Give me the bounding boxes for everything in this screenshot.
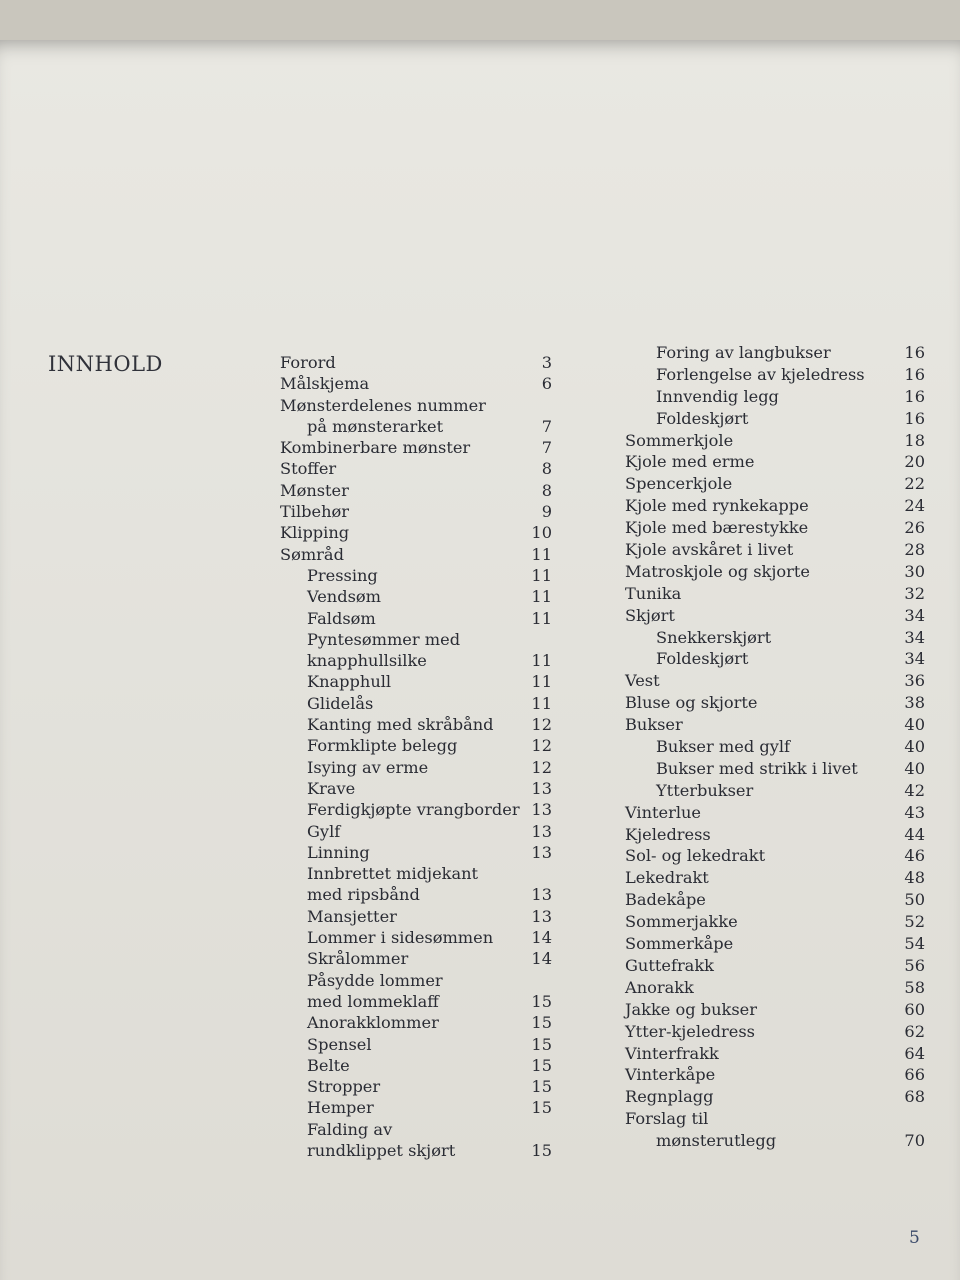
toc-entry-page: 13 (531, 906, 552, 926)
toc-entry-title: Kjole med erme (625, 452, 755, 472)
toc-entry (280, 650, 552, 671)
toc-entry-title: Mønsterdelenes nummer (280, 395, 486, 415)
toc-entry-page: 40 (904, 737, 925, 757)
toc-entry-title: Linning (307, 842, 370, 862)
toc-entry-page: 15 (531, 1140, 552, 1160)
toc-entry (280, 927, 552, 948)
toc-entry-page: 11 (531, 672, 552, 692)
toc-entry-page: 34 (904, 627, 925, 647)
toc-entry (625, 802, 925, 824)
toc-entry-title: Lekedrakt (625, 868, 709, 888)
toc-entry (625, 867, 925, 889)
toc-entry-title: Forord (280, 353, 336, 372)
toc-entry-title: Anorakklommer (307, 1013, 439, 1033)
toc-entry-title: Foldeskjørt (656, 649, 749, 669)
toc-entry-title: Foldeskjørt (656, 408, 749, 428)
toc-entry-page: 58 (904, 977, 925, 997)
toc-entry-title: Spensel (307, 1034, 372, 1054)
toc-entry-title: Kjole med bærestykke (625, 518, 809, 538)
toc-entry-page: 14 (531, 928, 552, 948)
toc-entry-page: 9 (541, 502, 552, 522)
toc-entry-page: 11 (531, 565, 552, 585)
toc-entry (280, 352, 552, 373)
toc-entry-title: Gylf (307, 821, 341, 841)
toc-entry-title: Kjole med rynkekappe (625, 496, 809, 516)
toc-entry (280, 1140, 552, 1161)
toc-entry-page: 6 (541, 374, 552, 394)
toc-entry-title: Faldsøm (307, 608, 376, 628)
toc-entry (625, 473, 925, 495)
page-number: 5 (909, 1228, 920, 1248)
toc-entry-page: 26 (904, 518, 925, 538)
toc-entry-page: 46 (904, 846, 925, 866)
toc-entry-title: Falding av (307, 1119, 393, 1139)
toc-entry-title: Spencerkjole (625, 474, 733, 494)
toc-entry-title: på mønsterarket (307, 416, 444, 436)
toc-entry-title: Matroskjole og skjorte (625, 561, 810, 581)
toc-entry (625, 495, 925, 517)
toc-entry (280, 480, 552, 501)
toc-entry-page: 43 (904, 802, 925, 822)
toc-entry-title: Foring av langbukser (656, 343, 831, 362)
toc-entry-title: Tilbehør (280, 502, 350, 522)
toc-entry-title: Snekkerskjørt (656, 627, 772, 647)
toc-entry-page: 68 (904, 1087, 925, 1107)
toc-entry-page: 36 (904, 671, 925, 691)
toc-entry-page: 54 (904, 934, 925, 954)
toc-entry (625, 451, 925, 473)
toc-entry-title: Mønster (280, 480, 349, 500)
toc-entry (625, 933, 925, 955)
toc-entry-page: 11 (531, 693, 552, 713)
toc-entry-title: Skjørt (625, 605, 675, 625)
toc-entry (280, 778, 552, 799)
toc-entry-page: 11 (531, 544, 552, 564)
toc-entry-page: 15 (531, 1034, 552, 1054)
toc-entry-title: Påsydde lommer (307, 970, 443, 990)
toc-entry (280, 714, 552, 735)
toc-entry (280, 1076, 552, 1097)
toc-entry (625, 999, 925, 1021)
toc-entry-title: Regnplagg (625, 1087, 714, 1107)
toc-entry-page: 18 (904, 430, 925, 450)
toc-entry (280, 395, 552, 416)
toc-entry (280, 629, 552, 650)
toc-entry (625, 889, 925, 911)
toc-entry-page: 30 (904, 561, 925, 581)
toc-entry-title: Kjole avskåret i livet (625, 540, 794, 560)
toc-entry-title: Klipping (280, 523, 350, 543)
toc-entry (625, 430, 925, 452)
toc-entry (625, 386, 925, 408)
toc-entry-page: 66 (904, 1065, 925, 1085)
toc-entry-title: Bukser med strikk i livet (656, 758, 858, 778)
toc-entry-page: 15 (531, 1055, 552, 1075)
toc-entry (625, 583, 925, 605)
toc-entry (625, 1086, 925, 1108)
toc-entry-title: Pyntesømmer med (307, 629, 461, 649)
toc-entry-page: 16 (904, 364, 925, 384)
toc-entry-page: 16 (904, 408, 925, 428)
toc-entry (625, 648, 925, 670)
toc-entry (625, 670, 925, 692)
toc-entry (280, 522, 552, 543)
toc-entry (625, 1064, 925, 1086)
toc-entry-title: Guttefrakk (625, 955, 714, 975)
toc-entry (625, 408, 925, 430)
toc-entry-title: Sol- og lekedrakt (625, 846, 766, 866)
toc-entry-page: 3 (541, 353, 552, 372)
toc-entry-title: Tunika (625, 583, 682, 603)
toc-entry-title: Ytterbukser (656, 780, 754, 800)
toc-entry (625, 539, 925, 561)
toc-entry-page: 34 (904, 649, 925, 669)
toc-entry-title: Anorakk (625, 977, 694, 997)
toc-entry-page: 13 (531, 821, 552, 841)
toc-entry-page: 70 (904, 1131, 925, 1151)
toc-entry-page: 60 (904, 999, 925, 1019)
toc-entry (280, 1012, 552, 1033)
toc-entry (625, 1043, 925, 1065)
toc-entry-title: Sommerjakke (625, 912, 738, 932)
toc-entry-page: 12 (531, 736, 552, 756)
toc-entry (280, 1034, 552, 1055)
toc-entry-page: 48 (904, 868, 925, 888)
toc-entry (280, 906, 552, 927)
toc-entry-page: 38 (904, 693, 925, 713)
toc-entry-page: 12 (531, 715, 552, 735)
toc-entry-page: 11 (531, 651, 552, 671)
toc-entry-page: 12 (531, 757, 552, 777)
toc-entry (280, 586, 552, 607)
toc-entry (625, 758, 925, 780)
toc-entry-page: 20 (904, 452, 925, 472)
toc-entry (280, 671, 552, 692)
toc-entry-page: 40 (904, 758, 925, 778)
toc-entry (280, 991, 552, 1012)
toc-entry-title: Vinterfrakk (625, 1043, 719, 1063)
toc-entry-page: 50 (904, 890, 925, 910)
toc-entry-page: 8 (541, 459, 552, 479)
toc-entry-title: Innbrettet midjekant (307, 864, 479, 884)
toc-entry (280, 799, 552, 820)
toc-entry-title: Bukser med gylf (656, 737, 791, 757)
toc-entry-title: Forslag til (625, 1109, 709, 1129)
toc-entry-page: 44 (904, 824, 925, 844)
toc-entry (280, 1097, 552, 1118)
toc-entry (280, 437, 552, 458)
toc-entry-title: med lommeklaff (307, 991, 439, 1011)
toc-entry-title: Forlengelse av kjeledress (656, 364, 865, 384)
toc-entry (625, 364, 925, 386)
toc-entry (280, 373, 552, 394)
toc-entry (625, 977, 925, 999)
toc-entry-title: Vinterlue (625, 802, 702, 822)
toc-entry (625, 1021, 925, 1043)
toc-entry (280, 757, 552, 778)
toc-right-column (625, 342, 925, 1152)
toc-entry-page: 7 (541, 416, 552, 436)
toc-entry-title: Sømråd (280, 544, 344, 564)
toc-entry (625, 845, 925, 867)
toc-entry-page: 52 (904, 912, 925, 932)
toc-entry-page: 64 (904, 1043, 925, 1063)
toc-entry-page: 34 (904, 605, 925, 625)
toc-entry-page: 15 (531, 1098, 552, 1118)
toc-entry-page: 22 (904, 474, 925, 494)
toc-entry-title: Skrålommer (307, 949, 409, 969)
toc-entry (280, 735, 552, 756)
toc-entry (625, 1130, 925, 1152)
toc-entry (280, 608, 552, 629)
toc-entry-title: Målskjema (280, 374, 370, 394)
toc-entry-title: Pressing (307, 565, 378, 585)
toc-entry-page: 7 (541, 438, 552, 458)
toc-entry (280, 821, 552, 842)
toc-entry (625, 627, 925, 649)
toc-entry-title: Ytter-kjeledress (625, 1021, 755, 1041)
toc-entry-title: Hemper (307, 1098, 374, 1118)
toc-entry-title: Mansjetter (307, 906, 397, 926)
toc-entry-title: Krave (307, 778, 356, 798)
toc-entry-page: 13 (531, 778, 552, 798)
toc-entry (625, 911, 925, 933)
toc-entry-page: 16 (904, 343, 925, 362)
toc-entry-title: Jakke og bukser (625, 999, 757, 1019)
toc-entry-page: 11 (531, 608, 552, 628)
toc-entry (280, 565, 552, 586)
toc-left-column (280, 352, 552, 1161)
toc-entry (625, 605, 925, 627)
toc-entry-title: Bluse og skjorte (625, 693, 758, 713)
toc-entry-page: 15 (531, 991, 552, 1011)
toc-entry (280, 884, 552, 905)
toc-entry (625, 342, 925, 364)
toc-entry (625, 561, 925, 583)
toc-entry-page: 10 (531, 523, 552, 543)
toc-entry-page: 32 (904, 583, 925, 603)
toc-entry (280, 416, 552, 437)
toc-entry-title: Lommer i sidesømmen (307, 928, 494, 948)
toc-entry (280, 863, 552, 884)
toc-entry-title: rundklippet skjørt (307, 1140, 456, 1160)
toc-entry (625, 824, 925, 846)
toc-entry-title: Sommerkåpe (625, 934, 734, 954)
book-page (0, 40, 960, 1280)
toc-entry-page: 13 (531, 885, 552, 905)
toc-entry-page: 16 (904, 386, 925, 406)
toc-entry (280, 842, 552, 863)
toc-entry (280, 970, 552, 991)
toc-entry-page: 28 (904, 540, 925, 560)
toc-entry-title: Knapphull (307, 672, 392, 692)
toc-entry-page: 56 (904, 955, 925, 975)
toc-entry-title: Vinterkåpe (625, 1065, 716, 1085)
toc-entry-title: knapphullsilke (307, 651, 427, 671)
toc-entry-page: 15 (531, 1013, 552, 1033)
toc-entry (625, 736, 925, 758)
toc-entry (280, 544, 552, 565)
toc-entry-title: Formklipte belegg (307, 736, 458, 756)
toc-entry-title: Stoffer (280, 459, 337, 479)
toc-entry-title: Kombinerbare mønster (280, 438, 471, 458)
toc-entry-title: Belte (307, 1055, 350, 1075)
toc-entry-page: 24 (904, 496, 925, 516)
toc-entry (625, 1108, 925, 1130)
toc-entry-title: Kanting med skråbånd (307, 715, 494, 735)
toc-entry (625, 780, 925, 802)
toc-entry (280, 948, 552, 969)
toc-entry-title: Kjeledress (625, 824, 711, 844)
toc-entry (280, 501, 552, 522)
toc-entry (280, 1055, 552, 1076)
toc-entry-title: Isying av erme (307, 757, 429, 777)
toc-entry-page: 15 (531, 1077, 552, 1097)
toc-entry (625, 714, 925, 736)
toc-entry-page: 11 (531, 587, 552, 607)
toc-entry (280, 1119, 552, 1140)
toc-entry-title: Stropper (307, 1077, 381, 1097)
toc-entry (625, 517, 925, 539)
toc-entry-page: 13 (531, 842, 552, 862)
toc-entry-page: 13 (531, 800, 552, 820)
toc-heading: INNHOLD (48, 352, 163, 376)
toc-entry-page: 42 (904, 780, 925, 800)
toc-entry (625, 955, 925, 977)
toc-entry-title: Badekåpe (625, 890, 706, 910)
toc-entry-title: Sommerkjole (625, 430, 734, 450)
toc-entry-title: Innvendig legg (656, 386, 779, 406)
toc-entry-page: 8 (541, 480, 552, 500)
toc-entry-title: Bukser (625, 715, 683, 735)
toc-entry-page: 62 (904, 1021, 925, 1041)
toc-entry-title: Ferdigkjøpte vrangborder (307, 800, 520, 820)
toc-entry-title: Glidelås (307, 693, 374, 713)
toc-entry-page: 40 (904, 715, 925, 735)
toc-entry (280, 458, 552, 479)
toc-entry-page: 14 (531, 949, 552, 969)
toc-entry-title: Vest (625, 671, 660, 691)
toc-entry (280, 693, 552, 714)
toc-entry-title: Vendsøm (307, 587, 381, 607)
toc-entry (625, 692, 925, 714)
toc-entry-title: med ripsbånd (307, 885, 420, 905)
toc-entry-title: mønsterutlegg (656, 1131, 777, 1151)
